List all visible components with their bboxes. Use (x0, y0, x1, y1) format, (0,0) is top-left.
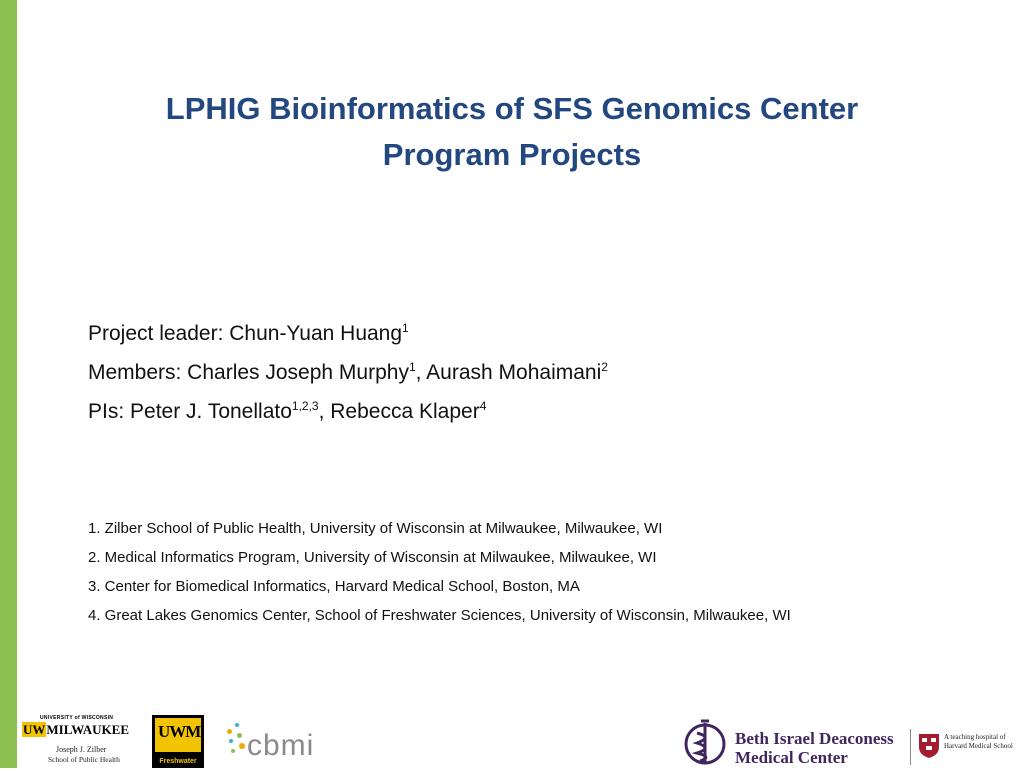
affiliations-list (88, 514, 791, 630)
cbmi-dot (237, 733, 242, 738)
people-list (88, 314, 608, 431)
bidmc-name-line1: Beth Israel Deaconess (735, 729, 894, 748)
bidmc-name-line2: Medical Center (735, 748, 848, 767)
cbmi-dot (235, 723, 239, 727)
zilber-line2: School of Public Health (48, 755, 120, 764)
uwm-milwaukee-text: MILWAUKEE (46, 722, 129, 737)
members (88, 353, 608, 392)
harvard-shield-icon (918, 733, 940, 759)
logo-footer (0, 705, 1024, 768)
pi1-superscript: 1,2,3 (291, 399, 319, 413)
cbmi-dot (231, 749, 235, 753)
affiliation-item: 3. Center for Biomedical Informatics, Harvard Medical School, Boston, MA (88, 578, 580, 595)
cbmi-dot (227, 729, 232, 734)
member1-superscript: 1 (408, 360, 416, 374)
bidmc-emblem-icon (682, 719, 728, 765)
uwm-wordmark (22, 722, 129, 738)
pi2-superscript: 4 (479, 399, 487, 413)
uwm-uw-text: UW (23, 722, 46, 737)
left-accent-bar (0, 0, 17, 768)
pis-text: PIs: Peter J. Tonellato (88, 400, 292, 423)
member2-text: , Aurash Mohaimani (415, 361, 602, 384)
uwm-top-text: UNIVERSITY of WISCONSIN (40, 715, 114, 721)
project-leader-text: Project leader: Chun-Yuan Huang (88, 322, 403, 345)
affiliation-item: 2. Medical Informatics Program, University of Wisconsin at Milwaukee, Milwaukee, WI (88, 549, 657, 566)
bidmc-logo (680, 711, 1024, 771)
leader-superscript: 1 (402, 321, 409, 335)
project-leader (88, 314, 608, 353)
logo-divider (910, 729, 911, 765)
harvard-affiliation (944, 733, 1013, 751)
pis (88, 392, 608, 431)
harvard-line1: A teaching hospital of (944, 733, 1006, 741)
title-line-1: LPHIG Bioinformatics of SFS Genomics Center (165, 91, 859, 126)
slide-title (60, 86, 964, 178)
affiliation-item: 1. Zilber School of Public Health, University of Wisconsin at Milwaukee, Milwaukee, WI (88, 520, 663, 537)
harvard-line2: Harvard Medical School (944, 742, 1013, 750)
zilber-line1: Joseph J. Zilber (56, 745, 107, 754)
uwm-zilber-logo (22, 715, 132, 767)
cbmi-dot (239, 743, 245, 749)
members-text: Members: Charles Joseph Murphy (88, 361, 409, 384)
affiliation-item: 4. Great Lakes Genomics Center, School of Freshwater Sciences, University of Wisconsin, Milwaukee, WI (88, 607, 791, 624)
cbmi-dot (229, 739, 233, 743)
freshwater-label: Freshwater (159, 758, 197, 765)
uwm-freshwater-logo (152, 715, 204, 768)
member2-superscript: 2 (601, 360, 608, 374)
title-line-2: Program Projects (382, 137, 642, 172)
cbmi-logo (225, 715, 335, 767)
pi2-text: , Rebecca Klaper (318, 400, 480, 423)
cbmi-text: cbmi (247, 729, 315, 762)
freshwater-mark: UWM (158, 722, 201, 741)
